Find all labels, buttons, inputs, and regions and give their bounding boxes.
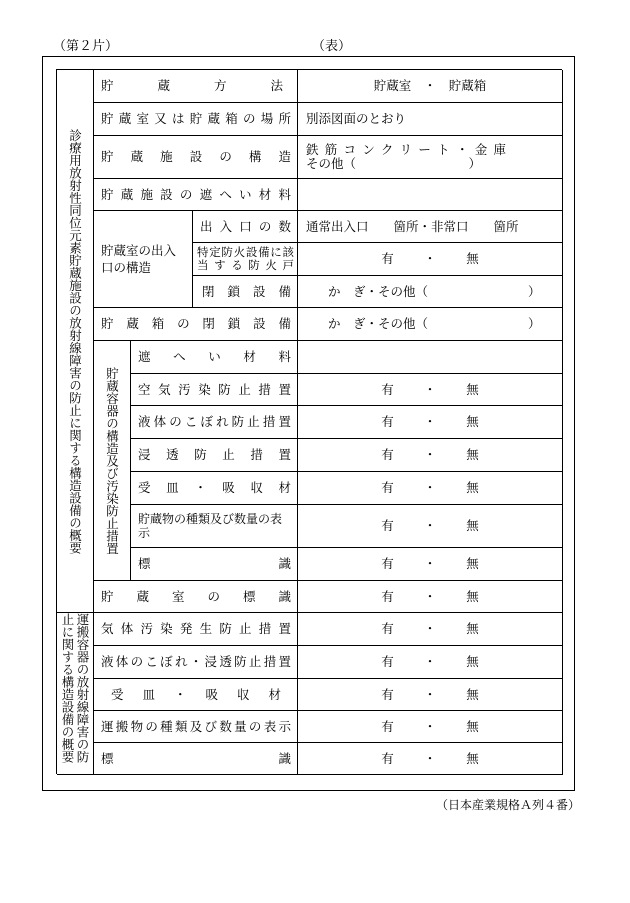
container-tray-value: 有 ・ 無 <box>298 472 563 505</box>
section1-title: 診療用放射性同位元素貯蔵施設の放射線障害の防止に関する構造設備の概要 <box>57 70 94 613</box>
container-shield-label: 遮へい材料 <box>131 341 298 374</box>
side-label: （表） <box>312 39 352 54</box>
transport-kind-label: 運搬物の種類及び数量の表示 <box>94 711 298 743</box>
structure-label: 貯蔵施設の構造 <box>94 136 298 179</box>
container-seep-label: 浸透防止措置 <box>131 439 298 472</box>
container-kind-label: 貯蔵物の種類及び数量の表示 <box>131 505 298 548</box>
container-seep-value: 有 ・ 無 <box>298 439 563 472</box>
form-table <box>56 69 562 774</box>
roomsign-value: 有 ・ 無 <box>298 581 563 613</box>
place-label: 貯蔵室又は貯蔵箱の場所 <box>94 103 298 136</box>
boxclosure-value: か ぎ・その他（ ） <box>298 308 563 341</box>
transport-gas-value: 有 ・ 無 <box>298 613 563 646</box>
structure-value <box>298 136 563 179</box>
entrance-count-value: 通常出入口 箇所・非常口 箇所 <box>298 211 563 243</box>
boxclosure-label: 貯蔵箱の閉鎖設備 <box>94 308 298 341</box>
closure-label: 閉鎖設備 <box>193 276 298 308</box>
container-air-label: 空気汚染防止措置 <box>131 374 298 406</box>
container-kind-value: 有 ・ 無 <box>298 505 563 548</box>
transport-spill-label: 液体のこぼれ・浸透防止措置 <box>94 646 298 679</box>
container-spill-label: 液体のこぼれ防止措置 <box>131 406 298 439</box>
section2-title: 運搬容器の放射線障害の防止に関する構造設備の概要 <box>57 613 94 775</box>
transport-tray-value: 有 ・ 無 <box>298 679 563 711</box>
paper-size-note: （日本産業規格Ａ列４番） <box>435 798 580 812</box>
container-label: 貯蔵容器の構造及び汚染防止措置 <box>94 341 131 581</box>
method-value: 貯蔵室 ・ 貯蔵箱 <box>298 70 563 103</box>
structure-other: その他（ ） <box>306 156 482 171</box>
transport-spill-value: 有 ・ 無 <box>298 646 563 679</box>
container-spill-value: 有 ・ 無 <box>298 406 563 439</box>
transport-gas-label: 気体汚染発生防止措置 <box>94 613 298 646</box>
container-sign-label: 標識 <box>131 548 298 581</box>
container-sign-value: 有 ・ 無 <box>298 548 563 581</box>
method-label: 貯蔵方法 <box>94 70 298 103</box>
closure-value: か ぎ・その他（ ） <box>298 276 563 308</box>
place-value: 別添図面のとおり <box>298 103 563 136</box>
container-air-value: 有 ・ 無 <box>298 374 563 406</box>
transport-sign-value: 有 ・ 無 <box>298 743 563 775</box>
entrance-count-label: 出入口の数 <box>193 211 298 243</box>
transport-sign-label: 標識 <box>94 743 298 775</box>
firedoor-value: 有 ・ 無 <box>298 243 563 276</box>
transport-kind-value: 有 ・ 無 <box>298 711 563 743</box>
shield-value <box>298 179 563 211</box>
shield-label: 貯蔵施設の遮へい材料 <box>94 179 298 211</box>
firedoor-label: 特定防火設備に該当する防火戸 <box>193 243 298 276</box>
roomsign-label: 貯蔵室の標識 <box>94 581 298 613</box>
sheet-label: （第２片） <box>53 39 119 54</box>
transport-tray-label: 受皿・吸収材 <box>94 679 298 711</box>
container-tray-label: 受皿・吸収材 <box>131 472 298 505</box>
structure-options: 鉄筋コンクリート・金庫 <box>306 142 506 157</box>
container-shield-value <box>298 341 563 374</box>
entrance-label: 貯蔵室の出入口の構造 <box>94 211 193 308</box>
